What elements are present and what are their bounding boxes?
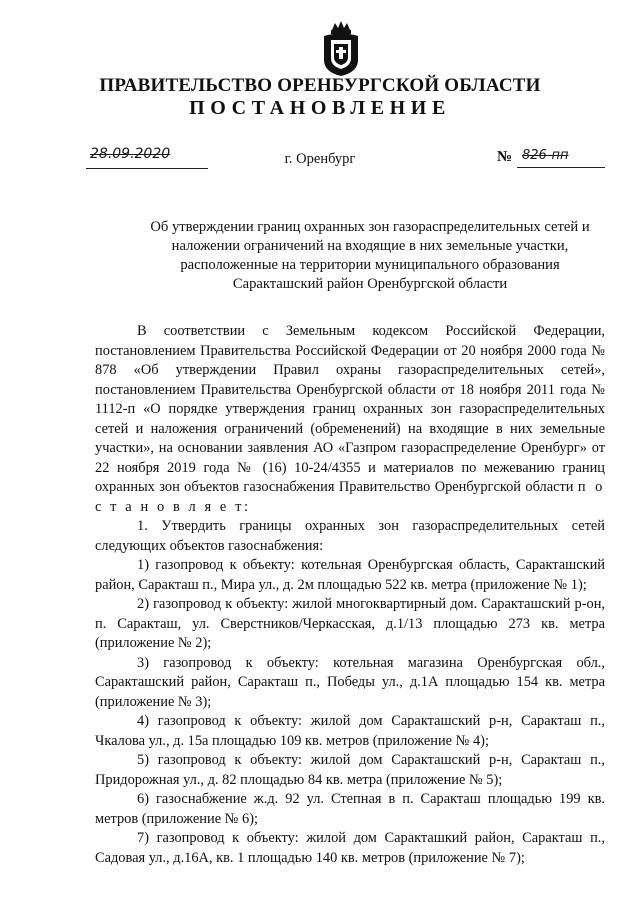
item-paragraph: 1) газопровод к объекту: котельная Оренбургская область, Саракташский район, Саракташ п., Мира ул., д. 2м площадью 522 кв. метра (приложение № 1); [95, 557, 605, 593]
subject-line: наложении ограничений на входящие в них земельные участки, [171, 238, 569, 254]
item-paragraph: 1. Утвердить границы охранных зон газораспределительных сетей следующих объектов газоснабжения: [95, 518, 605, 554]
document-kind: ПОСТАНОВЛЕНИЕ [189, 97, 451, 119]
number-label: № [497, 149, 513, 165]
item-paragraph: 7) газопровод к объекту: жилой дом Саракташкий район, Саракташ п., Садовая ул., д.16А, кв. 1 площадью 140 кв. метров (приложение № 7); [95, 830, 605, 866]
item-paragraph: 3) газопровод к объекту: котельная магазина Оренбургская обл., Саракташский район, Саракташ п., Победы ул., д.1А площадью 154 кв. метра (приложение № 3); [95, 654, 605, 710]
document-number: 826-пп [522, 148, 569, 163]
item-paragraph: 5) газопровод к объекту: жилой дом Саракташский р-н, Саракташ п., Придорожная ул., д. 82 площадью 84 кв. метра (приложение № 5); [95, 752, 605, 788]
subject-line: расположенные на территории муниципального образования [180, 257, 560, 273]
government-title: ПРАВИТЕЛЬСТВО ОРЕНБУРГСКОЙ ОБЛАСТИ [99, 75, 541, 96]
item-paragraph: 2) газопровод к объекту: жилой многоквартирный дом. Саракташский р-он, п. Саракташ, ул. Сверстников/Черкасская, д.1/13 площадью 273 кв. метра (приложение № 2); [95, 596, 605, 651]
preamble-text: В соответствии с Земельным кодексом Российской Федерации, постановлением Правительства Российской Федерации от 20 ноября 2000 года № 878 «Об утверждении Правил охраны газораспределительных сетей», постановлением Правительства Оренбургской области от 18 ноября 2011 года № 1112-п «О порядке утверждения границ охранных зон газораспределительных сетей и наложения ограничений (обременений) на входящие в них земельные участки», на основании заявления АО «Газпром газораспределение Оренбург» от 22 ноября 2019 года № (16) 10-24/4355 и материалов по межеванию границ охранных зон объектов газоснабжения Правительство Оренбургской области [95, 323, 605, 495]
coat-of-arms-icon [318, 20, 364, 78]
document-subject [130, 218, 610, 294]
subject-line: Саракташский район Оренбургской области [232, 276, 508, 292]
document-date: 28.09.2020 [90, 146, 171, 162]
item-paragraph: 4) газопровод к объекту: жилой дом Саракташский р-н, Саракташ п., Чкалова ул., д. 15а площадью 109 кв. метров (приложение № 4); [95, 713, 605, 749]
document-city: г. Оренбург [284, 151, 356, 167]
preamble-paragraph [95, 322, 605, 517]
item-paragraph: 6) газоснабжение ж.д. 92 ул. Степная в п. Саракташ площадью 199 кв. метров (приложение № 6); [95, 791, 605, 827]
document-body [95, 322, 605, 868]
subject-line: Об утверждении границ охранных зон газораспределительных сетей и [150, 219, 590, 235]
decree-word: п о с т а н о в л я е т: [95, 479, 605, 515]
